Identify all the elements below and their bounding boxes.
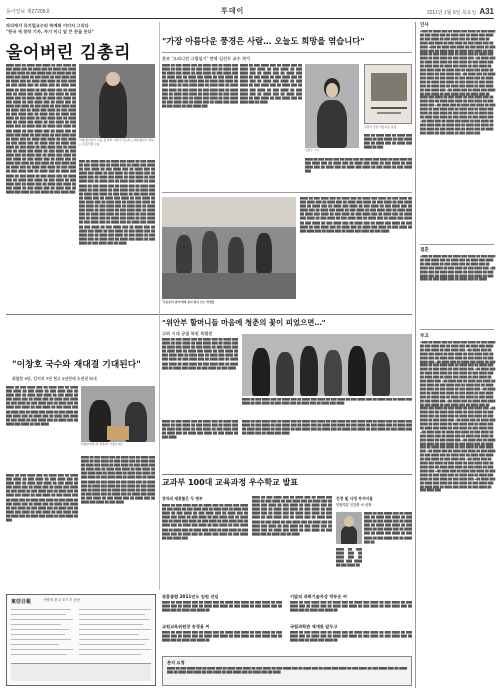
hope-portrait-caption: 김선두 교수	[305, 148, 320, 152]
go-board	[107, 426, 129, 440]
group-person-2	[276, 352, 294, 396]
lower-mid-subtitle: 인권지킴 인건목 씨 선정	[336, 503, 372, 507]
class-photo-desk	[162, 273, 296, 299]
ad-line-16	[79, 634, 139, 635]
hope-headline: "가장 아름다운 풍경은 사람… 오늘도 희망을 엮습니다"	[162, 36, 365, 46]
ad-line-14	[79, 624, 143, 625]
feature-kickers	[6, 23, 156, 34]
group-person-6	[372, 352, 390, 396]
group-person-5	[348, 346, 366, 396]
news-item1-headline: 관훈클럽 2011년도 임원 선임	[162, 594, 219, 599]
lower-mid-title: 진정 및 사정 부서이용	[336, 496, 373, 501]
grandma-body-col3: ████ ██ ███ ████ ███ ██ ████ ███ ██ ████ ███ ████ ██ ███ ████ ██ ███ ████ ███ ██ ████ ███ ██ ████ ███ ████ ██ ███ ████ ██ ███ ████ ███ ██ ████ ███ ██ ████ ███ ████ ██ ███ ████ ██ ███ ████	[162, 420, 238, 440]
news-item2-body: ████ ██ ███ ████ ███ ██ ████ ███ ██ ████ ███ ████ ██ ███ ████ ██ ███ ████ ███ ██ ████ ███ ██ ████ ███ ████ ██ ███ ████ ██ ███ ████ ███ ██ ████ ███ ██ ████ ███ ████ ██	[162, 631, 282, 643]
ad-line-5	[11, 629, 69, 630]
person-face	[106, 72, 120, 86]
group-photo	[242, 334, 412, 396]
student-1	[176, 235, 192, 273]
mid-portrait-body	[341, 526, 357, 544]
hope-body-col3: ████ ██ ███ ████ ███ ██ ████ ███ ██ ████ ███ ████ ██ ███ ████ ██ ███ ████ ███ ██ ████ ███ ██ ████ ███ ████ ██ ███ ████ ██ ███ ████ ███ ██ ████ ███ ██ ████ ███ ████ ██ ███ ████ ██ ███ ████ ███	[305, 158, 412, 174]
lee-body-col2: ████ ██ ███ ████ ███ ██ ████ ███ ██ ████ ███ ████ ██ ███ ████ ██ ███ ████ ███ ██ ████ ███ ██ ████ ███ ████ ██ ███ ████ ██ ███ ████ ███ ██ ████ ███ ██ ████ ███ ████ ██ ███ ████ ██ ███ ████ ███ ██ ████ ███ ██ ████ ███ ████ ██ ███ ████ ██ ███ ████ ███ ██ ████ ███ ██ ████ ███ ████ ██ ███ ████ ██ ███ ████ ███ ██ ████ ███ ██ ████ ███ ████ ██ ███ ████ ██ ███ ████ ███ ██ ████ ███ ██ ████ ███ ████ ██ ███ ████ ██ ███ ████ ███ ██ ████ ███ ██ ████ ███ ████ ██ ███ ████ ██ ███	[6, 474, 78, 523]
ad-line-18	[79, 644, 145, 645]
feature-headline: 울어버린 김총리	[6, 43, 131, 63]
sidebar-people-list: ◆███ ██ ████ ███ ██ ████ ███ ████ ██ ███ ████ ██ ███ ████ ███ ██ ████ ███ ██ ████ ███ ████ ██ ███ ████ ██ ███ ████ ███ ██ ████ ███ ██ ████ ███ ████ ██ ███ ████ ██ ███ ████ ███ ██ ████ ◆███ ██ ████ ███ ████ ██ ███ ████ ██ ███ ████ ███ ██ ████ ███ ██ ████ ███ ████ ██ ███ ████ ██ ███ ████ ███ ██ ████ ███ ██ ████ ███ ████ ██ ███ ████ ██ ███ ████ ███ ◆██ ████ ███ ██ ████ ███ ████ ██ ███ ████ ██ ███ ████ ███ ██ ████ ███ ██ ████ ███ ████ ██ ███ ████ ██ ███ ████ ███ ██ ████ ███ ██ ████ ███ ████ ██ ███ ████ ██ ███ ████ ███ ◆██ ████ ███ ██ ████ ███ ████ ██ ███ ████ ██ ███ ████ ███ ██ ████ ███ ██ ████ ███ ████ ██ ███ ████ ██ ███ ████ ███ ██ ████ ███ ██ ████ ███ ████ ██ ███ ████ ██ ███ ████ ███ ◆██ ████ ███ ██ ████ ███ ████ ██ ███ ████ ██ ███ ████ ███ ██ ████ ███ ██ ████ ███ ████ ██ ███ ████ ██ ███ ████ ███ ██ ████ ███ ██ ████ ███ ████ ██ ███ ████ ██ ███ ████ ███ ◆██ ████ ███ ██ ████ ███ ████ ██ ███ ████ ██ ███ ████ ███ ██ ████ ███ ██ ████ ███ ████ ██ ███ ████ ██ ███ ████ ███ ██ ████ ███ ██ ████ ███ ████ ██ ███ ████ ██ ███ ████ ███ ◆██ ████ ███ ██ ████ ███ ████ ██ ███ ████ ██ ███ ████ ███ ██ ████ ███ ██ ████ ███ ████ ██ ███ ████ ██ ███ ████ ███ ██ ████ ███ ██ ████ ███ ████ ██ ███ ████ ██ ███ ████ ███	[420, 30, 496, 135]
photo-story-body: ████ ██ ███ ████ ███ ██ ████ ███ ██ ████ ███ ████ ██ ███ ████ ██ ███ ████ ███ ██ ████ ███ ██ ████ ███ ████ ██ ███ ████ ██ ███ ████ ███ ██ ████ ███ ██ ████ ███ ████ ██ ███ ████ ██ ███ ████ ███ ██ ████ ███ ██ ████ ███ ████ ██ ███ ████ ██ ███ ████ ███ ██ ████ ███ ██ ████ ███ ████ ██ ███ ████ ██ ███ ████ ███ ██ ████ ███ ██ ████ ███ ████ ██ ███ ████ ██ ███ ████ ███ ██ ████ ███ ██ ████ ███ ████ ██ ███ ████ ██ ███ ████ ███ ██ ████ ███ ██ ████ ███ ████ ██ ███ ████ ██ ███ ████ ███ ██ ████ ███ ██ ████ ███ ████ ██ ███ ████ ██ ███ ████ ███ ██ ████ ███ ██ ████ ███ ████ ██ ███ ████	[300, 197, 412, 233]
lee-subhead: 최철한 9단, 김지석 7단 현고 5년만에 도전권 따내	[12, 376, 97, 381]
student-3	[228, 237, 244, 273]
lee-photo-caption: 최철한 9단(위 왼쪽)과 이창호 9단	[81, 442, 123, 446]
ad-line-15	[79, 629, 151, 630]
sidebar-title-people: 인사	[420, 23, 429, 28]
edu-headline: 교과부 100대 교육과정 우수학교 발표	[162, 478, 299, 487]
book-cover-title-bar	[371, 107, 407, 109]
book-description: ███ ██ ████ ███ ██ ████ ███ ████ ██ ███ ████ ██ ███ ████ ███ ██ ████ ███ ██ ████ ███ ████ ██ ███	[364, 134, 412, 150]
obit-box	[162, 656, 412, 686]
masthead-rule	[6, 18, 494, 19]
book-cover-art	[371, 73, 407, 101]
ad-line-2	[11, 614, 66, 615]
book-caption: 사람이 가장 아름다운 풍경	[364, 125, 397, 129]
ad-footer	[11, 663, 151, 681]
ad-line-7	[11, 639, 71, 640]
portrait-face	[326, 83, 338, 98]
obit-box-body: ████ ██ ███ ████ ███ ██ ████ ███ ██ ████ ███ ████ ██ ███ ████ ██ ███ ████ ███ ██ ████ ███ ██ ████ ███ ████ ██ ███ ████ ██ ███ ████ ███ ██ ████ ███ ██ ████ ███ ████ ██ ███ ████ ██ ███ ████ ███ ██ ████ ███ ██ ████	[167, 667, 407, 675]
sidebar-wedding-list: ◆███ ██ ████ ███ ██ ████ ███ ████ ██ ███ ████ ██ ███ ████ ███ ██ ████ ███ ██ ████ ███ ████ ██ ███ ████ ██ ███ ████ ███ ██ ████ ███ ██ ████ ███ ████ ██ ███ ████ ██ ███ ████ ███ ◆██ ████ ███ ██ ████ ███ ████ ██ ███ ████ ██ ███ ████ ███ ██ ████ ███ ██ ████ ███ ████ ██ ███ ████ ██ ███ ████ ███ ██ ████ ███ ██ ████	[420, 255, 496, 282]
lower-mid-body-2: ████ ██ ███ ████ ███ ██ ████ ███ ██ ████ ███ ████ ██ ███ ████ ██	[336, 548, 362, 568]
hope-body-col2: ████ ██ ███ ████ ███ ██ ████ ███ ██ ████ ███ ████ ██ ███ ████ ██ ███ ████ ███ ██ ████ ███ ██ ████ ███ ████ ██ ███ ████ ██ ███ ████ ███ ██ ████ ███ ██ ████ ███ ████ ██ ███ ████ ██ ███ ████ ███ ██ ████ ███ ██ ████ ███ ████ ██ ███ ████ ██ ███ ████ ███ ██ ████ ███ ██ ████ ███ ████ ██ ███ ████ ██ ███ ████ ███ ██ ████ ███ ██ ████	[240, 64, 302, 104]
group-photo-caption: ████ ██ ███ ████ ███ ██ ████ ███ ██ ████ ███ ████ ██ ███ ████ ██ ███ ████ ███ ██ ████ ███ ██ ████ ███ ████ ██ ███ ████ ██ ███ ████ ███ ██ ████ ███ ██ ████ ███ ████	[242, 398, 412, 406]
page-number: A31	[479, 7, 494, 16]
ad-line-13	[79, 619, 149, 620]
ad-line-11	[79, 609, 151, 610]
section-title: 투데이	[221, 8, 245, 15]
grandma-headline: "위안부 할머니들 마음에 청춘의 꽃이 피었으면…"	[162, 318, 326, 327]
edu-body-col1: ████ ██ ███ ████ ███ ██ ████ ███ ██ ████ ███ ████ ██ ███ ████ ██ ███ ████ ███ ██ ████ ███ ██ ████ ███ ████ ██ ███ ████ ██ ███ ████ ███ ██ ████ ███ ██ ████ ███ ████ ██ ███ ████ ██ ███ ████ ███ ██ ████ ███ ██ ████ ███ ████ ██ ███ ████ ██ ███ ████ ███ ██ ████ ███ ██ ████ ███ ████ ██ ███ ████ ██ ███ ████ ███ ██ ████ ███ ██ ████ ███ ████ ██ ███ ████ ██ ███ ████ ███ ██ ████ ███ ██ ████ ███ ████ ██ ███ ████ ██ ███ ████ ███	[162, 504, 248, 540]
mid-portrait-face	[344, 516, 354, 527]
sidebar-rule	[415, 22, 416, 688]
hope-divider	[162, 192, 412, 193]
news-item3-headline: 이달의 과학기술자상 박동순 씨	[290, 594, 347, 599]
lee-headline: "이창호 국수와 재대결 기대된다"	[12, 360, 141, 370]
section-divider-2	[162, 474, 412, 475]
sidebar-divider-1	[420, 244, 494, 245]
section-divider-1	[6, 314, 412, 315]
feature-photo	[79, 64, 155, 138]
person-figure	[99, 80, 127, 138]
book-cover	[364, 64, 412, 124]
feature-body-col2: ███ ██ ████ ███ ██ ████ ███ ████ ██ ███ ████ ██ ███ ████ ███ ██ ████ ███ ██ ████ ███ ████ ██ ███ ████ ██ ███ ████ ███ ██ ████ ███ ██ ████ ███ ████ ██ ███ ████ ██ ███ ████ ███ ██ ████ ███ ██ ████ ███ ████ ██ ███ ████ ██ ███ ████ ███ ██ ████ ███ ██ ████ ███ ████ ██ ███ ████ ██ ███ ████ ███ ██ ████ ███ ██ ████ ███ ████ ██ ███ ████ ██ ███ ████ ███ ██ ████ ███ ██ ████ ███ ████ ██ ███ ████ ██ ███ ████ ███ ██ ████ ███ ██ ████ ███ ████ ██ ███ ████ ██ ███ ████ ███ ██ ████ ███ ██ ████ ███ ████ ██ ███ ████ ██ ███ ████ ███ ██ ████ ███ ██ ████ ███ ████ ██ ███ ████ ██ ███ ████ ███ ██ ████ ███ ██ ████ ███ ████ ██ ███ ████ ██ ███ ████ ███ ██ ████ ███ ██ ████ ███ ████ ██ ███ ████ ██ ███ ████ ███ ██ ████ ███ ██ ████ ███ ████ ██ ███ ████ ██ ███ ████ ███ ██ ████ ███ ██ ████ ███ ████ ██ ███ ████ ██ ███ ████ ███ ██ ████ ███ ██ ████ ███ ████ ██ ███ ████ ██ ███ ████ ███ ██ ████ ███ ██ ████ ███ ████ ██ ███ ████ ██ ███ ████ ███ ██ ████	[79, 160, 155, 245]
ad-line-12	[79, 614, 145, 615]
student-4	[256, 233, 272, 273]
class-photo-wall	[162, 197, 296, 227]
paper-name: 동아일보	[6, 9, 26, 15]
edu-body-col2: ████ ██ ███ ████ ███ ██ ████ ███ ██ ████ ███ ████ ██ ███ ████ ██ ███ ████ ███ ██ ████ ███ ██ ████ ███ ████ ██ ███ ████ ██ ███ ████ ███ ██ ████ ███ ██ ████ ███ ████ ██ ███ ████ ██ ███ ████ ███ ██ ████ ███ ██ ████ ███ ████ ██ ███ ████ ██ ███ ████ ███ ██ ████ ███ ██ ████ ███ ████ ██ ███ ████ ██ ███ ████ ███ ██ ████ ███ ██ ████ ███ ████ ██ ███ ████ ██ ███ ████ ███ ██ ████ ███ ██ ████ ███ ████ ██ ███ ████ ██ ███ ████ ███ ██ ████ ███ ██ ████	[252, 496, 332, 536]
sidebar-divider-2	[420, 329, 494, 330]
book-cover-author-bar	[377, 112, 401, 114]
mid-portrait	[336, 512, 362, 544]
ad-line-9	[11, 649, 73, 650]
hope-subhead: 본보 '오피니언 그림일기' 연재 김선두 교수 작가	[162, 56, 251, 61]
paper-edition	[6, 8, 50, 15]
feature-subkicker: "한국 세 창작 기자, 자기 미니 앞 큰 잔을 둔다"	[6, 28, 94, 34]
ad-line-4	[11, 624, 61, 625]
grandma-kicker: 고려 시대 궁궐 복원 특별전	[162, 331, 213, 336]
ad-line-8	[11, 644, 59, 645]
sidebar-title-obit: 부고	[420, 334, 429, 339]
left-col-rule	[159, 22, 160, 590]
edition-number: 제27205호	[26, 9, 51, 15]
hope-body-col1: ████ ██ ███ ████ ███ ██ ████ ███ ██ ████ ███ ████ ██ ███ ████ ██ ███ ████ ███ ██ ████ ███ ██ ████ ███ ████ ██ ███ ████ ██ ███ ████ ███ ██ ████ ███ ██ ████ ███ ████ ██ ███ ████ ██ ███ ████ ███ ██ ████ ███ ██ ████ ███ ████ ██ ███ ████ ██ ███ ████ ███ ██ ████ ███ ██ ████ ███ ████ ██ ███ ████ ██ ███ ████ ███ ██ ████ ███ ██ ████ ███ ████ ██ ███ ████ ██ ███ ████ ███ ██ ████ ███ ██ ████ ███ ████ ██ ███ ████ ██ ███ ████ ███ ██ ████ ███ ██ ████ ███ ████ ██ ███ ████ ██ ███ ████ ███	[162, 64, 238, 108]
grandma-body-col2: ████ ██ ███ ████ ███ ██ ████ ███ ██ ████ ███ ████ ██ ███ ████ ██ ███ ████ ███ ██ ████ ███ ██ ████ ███ ████ ██ ███ ████ ██ ███ ████ ███ ██ ████ ███ ██ ████ ███ ████ ██ ███ ████ ██ ███ ████ ███ ██ ████ ███ ██ ████ ███ ████ ██ ███ ████ ██ ███ ████ ███ ██ ████ ███ ██ ████ ███ ████ ██ ███ ████ ██ ███ ████ ███ ██ ████ ███ ██ ████ ███ ████	[242, 420, 412, 436]
ad-tagline: 사랑의 문고 모으기 운동	[43, 598, 81, 602]
lower-mid-body: ████ ██ ███ ████ ███ ██ ████ ███ ██ ████ ███ ████ ██ ███ ████ ██ ███ ████ ███ ██ ████ ███ ██ ████ ███ ████ ██ ███ ████ ██ ███ ████ ███ ██ ████ ███ ██ ████ ███ ████ ██ ███ ████ ██ ███ ████ ███ ██ ████ ███ ██	[364, 512, 412, 544]
news-item2-headline: 교원교육위원장 송경용 씨	[162, 624, 210, 629]
portrait-body	[317, 100, 347, 148]
feature-body-col1: ████ ███ ██ ████ ███ ████ ██ ███ ████ ██ ███ ████ ███ ██ ████ ███ ██ ████ ███ ████ ██ ███ ████ ██ ███ ████ ███ ██ ████ ███ ██ ████ ███ ████ ██ ███ ████ ██ ███ ████ ███ ██ ████ ███ ██ ████ ███ ████ ██ ███ ████ ██ ███ ████ ███ ██ ████ ███ ██ ████ ███ ████ ██ ███ ████ ██ ███ ████ ███ ██ ████ ███ ██ ████ ███ ████ ██ ███ ████ ██ ███ ████ ███ ██ ████ ███ ██ ████ ███ ████ ██ ███ ████ ██ ███ ████ ███ ██ ████ ███ ██ ████ ███ ████ ██ ███ ████ ██ ███ ████ ███ ██ ████ ███ ██ ████ ███ ████ ██ ███ ████ ██ ███ ████ ███ ██ ████ ███ ██ ████ ███ ████ ██ ███ ████ ██ ███ ████ ███ ██ ████ ███ ██ ████ ███ ████ ██ ███ ████ ██ ███ ████ ███ ██ ████ ███ ██ ████ ███ ████ ██ ███ ████ ██ ███ ████ ███ ██ ████ ███ ██ ████ ███ ████ ██ ███ ████ ██ ███ ████ ███ ██ ████ ███ ██ ████ ███ ████ ██ ███ ████ ██ ███ ████ ███ ██ ████ ███ ██ ████ ███ ████ ██ ███ ████ ██ ███ ████ ███ ██ ████ ███ ██ ████ ███ ████ ██ ███ ████ ██ ███ ████ ███ ██ ████ ███ ██ ████ ███ ████ ██ ███ ████ ██ ███ ████ ███ ██ ████ ███ ██ ████ ███ ████ ██ ███ ████ ██ ███ ████ ███ ██ ████ ███ ██ ████ ███ ████ ██ ███ ████ ██ ███ ████ ███ ██ ████ ███ ██ ████ ███ ████ ██ ███ ████ ██ ███ ████ ███ ██ ████ ███ ██ ████ ███ ████ ██ ███ ████ ██ ███ ████ ███ ██ ████ ███ ██ ████ ███ ████ ██ ███ ████ ██ ███ ████ ███ ██ ████ ███ ██ ████ ███ ████ ██ ███ ████ ██ ███ ████ ███	[6, 64, 76, 194]
issue-date: 2011년 1월 6일 목요일	[426, 10, 477, 16]
obit-box-title: 본지 요청	[167, 660, 185, 665]
news-item1-body: ████ ██ ███ ████ ███ ██ ████ ███ ██ ████ ███ ████ ██ ███ ████ ██ ███ ████ ███ ██ ████ ███ ██ ████ ███ ████ ██ ███ ████ ██ ███ ████ ███ ██ ████ ███ ██ ████ ███ ████ ██	[162, 601, 282, 613]
group-person-1	[252, 348, 270, 396]
news-item4-body: ████ ██ ███ ████ ███ ██ ████ ███ ██ ████ ███ ████ ██ ███ ████ ██ ███ ████ ███ ██ ████ ███ ██ ████ ███ ████ ██ ███ ████ ██ ███ ████ ███ ██ ████ ███ ██ ████ ███ ████ ██	[290, 631, 412, 643]
lee-photo	[81, 386, 155, 442]
ad-line-6	[11, 634, 65, 635]
photo-story-caption: '무용증의 엄마'에게 감사 편지 쓰는 학생들	[162, 300, 215, 304]
ad-line-10	[11, 654, 67, 655]
ad-line-3	[11, 619, 73, 620]
news-item4-headline: 국립과학관 재개관 앞두고	[290, 624, 338, 629]
ad-line-17	[79, 639, 149, 640]
feature-photo-caption: 이제 청년들이 나를 볼 만한 사람이 되도록 노력하겠다고 말하는 김총리의 모습	[79, 138, 154, 146]
sidebar-obit-list: ◆███ ██ ████ ███ ██ ████ ███ ████ ██ ███ ████ ██ ███ ████ ███ ██ ████ ███ ██ ████ ███ ████ ██ ███ ████ ██ ███ ████ ███ ◆██ ████ ███ ██ ████ ███ ████ ██ ███ ████ ██ ███ ████ ███ ██ ████ ███ ██ ████ ███ ████ ██ ███ ████ ██ ███ ████ ███ ◆██ ████ ███ ██ ████ ███ ████ ██ ███ ████ ██ ███ ████ ███ ██ ████ ███ ██ ████ ███ ████ ██ ███ ████ ██ ███ ████ ███ ◆██ ████ ███ ██ ████ ███ ████ ██ ███ ████ ██ ███ ████ ███ ██ ████ ███ ██ ████ ███ ████ ██ ███ ████ ██ ███ ████ ███ ◆██ ████ ███ ██ ████ ███ ████ ██ ███ ████ ██ ███ ████ ███ ██ ████ ███ ██ ████ ███ ████ ██ ███ ████ ██ ███ ████ ███ ◆██ ████ ███ ██ ████ ███ ████ ██ ███ ████ ██ ███ ████ ███ ██ ████ ███ ██ ████ ███ ████ ██ ███ ████ ██ ███ ████ ███ ◆██ ████ ███ ██ ████ ███ ████ ██ ███ ████ ██ ███ ████ ███ ██ ████ ███ ██ ████ ███ ████ ██ ███ ████ ██ ███ ████ ███ ◆██ ████ ███ ██ ████ ███ ████ ██ ███ ████ ██ ███ ████ ███ ██ ████ ███ ██ ████ ███ ████ ██ ███ ████ ██ ███ ████ ███ ◆██ ████ ███ ██ ████ ███ ████ ██ ███ ████ ██ ███ ████ ███ ██ ████ ███ ██ ████ ███ ████ ██ ███ ████ ██ ███ ████ ███ ◆██ ████ ███ ██ ████ ███ ████ ██ ███ ████ ██ ███ ████ ███ ██ ████ ███ ██ ████ ███ ████ ██ ███ ████ ██ ███ ████ ███ ◆██ ████ ███ ██ ████ ███ ████ ██ ███ ████ ██ ███ ████ ███ ██ ████ ███ ██ ████ ███ ████ ██ ███ ████ ██ ███ ████ ███ ◆██ ████ ███ ██ ████ ███ ████ ██ ███ ████ ██ ███ ████ ███ ██ ████ ███ ██ ████ ███ ████ ██ ███ ████ ██ ███ ████ ███ ◆██ ████ ███ ██ ████ ███ ████ ██ ███ ████ ██ ███ ████ ███ ██ ████ ███ ██ ████ ███ ████ ██ ███ ████ ██ ███ ████ ███ ◆██ ████ ███ ██ ████ ███ ████ ██ ███ ████ ██ ███ ████ ███ ██ ████ ███ ██ ████ ███ ████ ██ ███ ████ ██ ███ ████ ███ ◆██ ████ ███ ██ ████ ███ ████ ██ ███ ████ ██ ███ ████ ███ ██ ████ ███ ██ ████ ███ ████ ██ ███ ████ ██ ███ ████ ███	[420, 341, 496, 493]
class-photo	[162, 197, 296, 299]
advertisement[interactable]	[6, 594, 156, 686]
sidebar-title-wedding: 결혼	[420, 248, 429, 253]
lower-left-title: 장차의 재봉틀은 두 명부	[162, 496, 203, 501]
group-person-4	[324, 350, 342, 396]
group-person-3	[300, 346, 318, 396]
ad-line-20	[79, 654, 141, 655]
student-2	[202, 231, 218, 273]
lee-body-col1: ████ ██ ███ ████ ███ ██ ████ ███ ██ ████ ███ ████ ██ ███ ████ ██ ███ ████ ███ ██ ████ ███ ██ ████ ███ ████ ██ ███ ████ ██ ███ ████ ███ ██ ████ ███ ██ ████ ███ ████ ██ ███ ████ ██ ███ ████ ███ ██ ████ ███ ██ ████ ███ ████ ██ ███ ████ ██ ███ ████ ███ ██ ████ ███ ██ ████ ███ ████ ██ ███ ████ ██ ███ ████ ███ ██ ████ ███ ██ ████ ███ ████ ██ ███ ████ ██ ███ ████ ███ ██ ████ ███ ██ ████ ███ ████ ██ ███ ████	[6, 386, 78, 426]
grandma-body-col1: ████ ██ ███ ████ ███ ██ ████ ███ ██ ████ ███ ████ ██ ███ ████ ██ ███ ████ ███ ██ ████ ███ ██ ████ ███ ████ ██ ███ ████ ██ ███ ████ ███ ██ ████ ███ ██ ████ ███ ████ ██ ███ ████ ██ ███ ████ ███ ██ ████ ███ ██ ████ ███ ████ ██ ███ ████ ██ ███ ████ ███ ██ ████ ███ ██ ████ ███ ████ ██ ███ ████ ██ ███ ████ ███ ██ ████ ███ ██ ████ ███ ████ ██ ███ ████ ██ ███ ████	[162, 338, 238, 370]
ad-line-1	[11, 609, 71, 610]
ad-line-19	[79, 649, 151, 650]
hope-portrait	[305, 64, 359, 148]
lee-body-col3: ████ ██ ███ ████ ███ ██ ████ ███ ██ ████ ███ ████ ██ ███ ████ ██ ███ ████ ███ ██ ████ ███ ██ ████ ███ ████ ██ ███ ████ ██ ███ ████ ███ ██ ████ ███ ██ ████ ███ ████ ██ ███ ████ ██ ███ ████ ███ ██ ████ ███ ██ ████ ███ ████ ██ ███ ████ ██ ███ ████ ███ ██ ████ ███ ██ ████ ███ ████ ██ ███ ████ ██ ███ ████ ███ ██ ████ ███ ██ ████ ███ ████ ██ ███ ████ ██ ███ ████ ███ ██ ████ ███ ██ ████ ███ ████ ██ ███ ████ ██ ███ ████ ███ ██ ████ ███ ██ ████ ███ ████ ██ ███ ████ ██ ███ ████ ███ ██ ████ ███ ██ ████ ███ ████ ██ ███ ████	[81, 456, 155, 505]
feature-kicker: 파리에서 뮤지컬교수의 학예회 이미지 그리다	[6, 23, 89, 28]
news-item3-body: ████ ██ ███ ████ ███ ██ ████ ███ ██ ████ ███ ████ ██ ███ ████ ██ ███ ████ ███ ██ ████ ███ ██ ████ ███ ████ ██ ███ ████ ██ ███ ████ ███ ██ ████ ███ ██ ████ ███ ████ ██	[290, 601, 412, 613]
hope-rule	[162, 52, 412, 53]
masthead	[6, 4, 494, 18]
date-page	[427, 7, 494, 16]
ad-logo: 東亞日報	[11, 599, 32, 605]
